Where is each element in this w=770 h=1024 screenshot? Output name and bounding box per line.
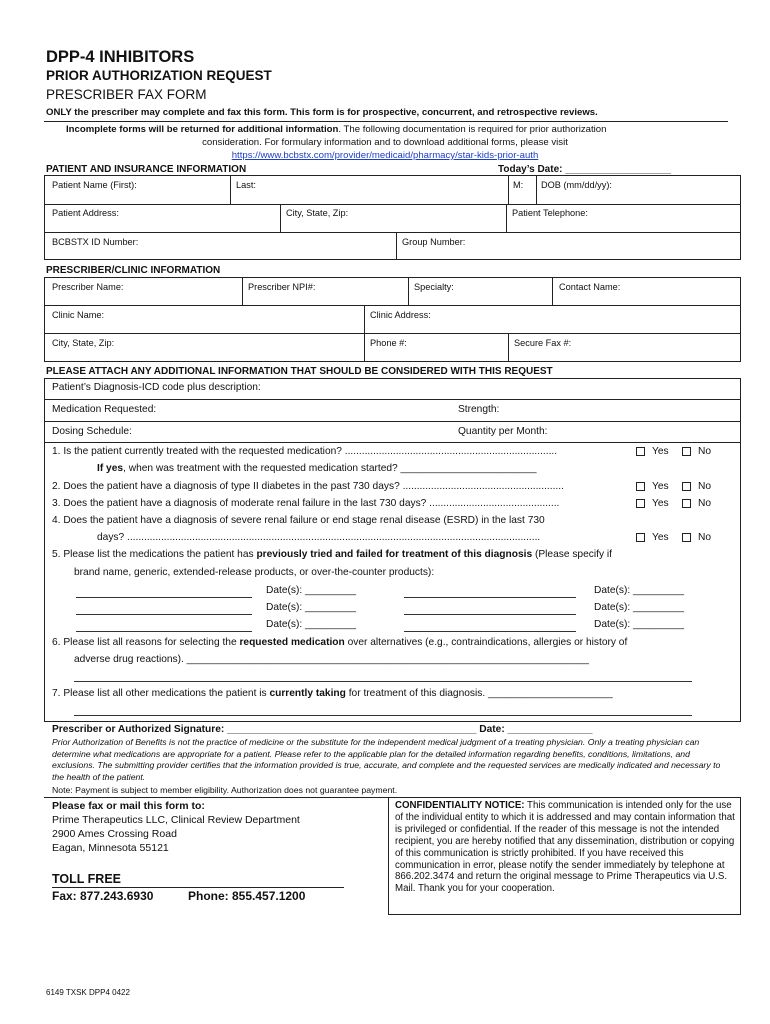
- question-4: 4. Does the patient have a diagnosis of severe renal failure or end stage renal disease (ESRD) in the last 730: [52, 515, 545, 526]
- secure-fax-field[interactable]: Secure Fax #:: [514, 338, 572, 348]
- q1-yes-checkbox[interactable]: [636, 447, 645, 456]
- prescriber-name-field[interactable]: Prescriber Name:: [52, 282, 124, 292]
- form-code: 6149 TXSK DPP4 0422: [46, 988, 130, 997]
- patient-section-heading: PATIENT AND INSURANCE INFORMATION: [46, 164, 247, 175]
- med-tried-dates[interactable]: Date(s): _________: [594, 602, 685, 613]
- q4-no-label: No: [698, 532, 712, 543]
- question-1-if-yes[interactable]: If yes, when was treatment with the requested medication started? ________________________: [97, 463, 537, 474]
- diagnosis-field[interactable]: Patient’s Diagnosis-ICD code plus description:: [52, 382, 261, 393]
- form-title: DPP-4 INHIBITORS: [46, 48, 195, 66]
- todays-date[interactable]: Today’s Date: ___________________: [498, 164, 671, 175]
- question-5: 5. Please list the medications the patient has previously tried and failed for treatment of this diagnosis (Please specify if: [52, 549, 612, 560]
- company-name: Prime Therapeutics LLC, Clinical Review Department: [52, 814, 300, 826]
- question-3: 3. Does the patient have a diagnosis of moderate renal failure in the last 730 days? ..............................................: [52, 498, 560, 509]
- q6-answer-line[interactable]: [74, 681, 692, 682]
- med-tried-line[interactable]: [404, 631, 576, 632]
- med-tried-line[interactable]: [76, 631, 252, 632]
- med-tried-dates[interactable]: Date(s): _________: [266, 585, 357, 596]
- med-tried-dates[interactable]: Date(s): _________: [266, 602, 357, 613]
- notice-line: ONLY the prescriber may complete and fax this form. This form is for prospective, concurrent, and retrospective reviews.: [46, 107, 598, 118]
- prescriber-section-heading: PRESCRIBER/CLINIC INFORMATION: [46, 265, 221, 276]
- additional-info-heading: PLEASE ATTACH ANY ADDITIONAL INFORMATION THAT SHOULD BE CONSIDERED WITH THIS REQUEST: [46, 366, 553, 377]
- question-6: 6. Please list all reasons for selecting the requested medication over alternatives (e.g., contraindications, allergies or history of: [52, 637, 628, 648]
- q2-no-label: No: [698, 481, 712, 492]
- q2-yes-label: Yes: [652, 481, 669, 492]
- strength-field[interactable]: Strength:: [458, 404, 500, 415]
- patient-address-field[interactable]: Patient Address:: [52, 208, 119, 218]
- signature-line[interactable]: Prescriber or Authorized Signature: ____________________________________________ Date: _______________: [52, 724, 593, 735]
- q1-no-checkbox[interactable]: [682, 447, 691, 456]
- website-link[interactable]: https://www.bcbstx.com/provider/medicaid/pharmacy/star-kids-prior-auth: [231, 150, 539, 161]
- med-tried-line[interactable]: [404, 597, 576, 598]
- clinic-address-field[interactable]: Clinic Address:: [370, 310, 431, 320]
- question-1: 1. Is the patient currently treated with the requested medication? ...........................................................................: [52, 446, 558, 457]
- fax-number: Fax: 877.243.6930: [52, 889, 154, 903]
- question-2: 2. Does the patient have a diagnosis of type II diabetes in the past 730 days? .........................................................: [52, 481, 564, 492]
- patient-mi-field[interactable]: M:: [513, 180, 524, 190]
- patient-info-table: [44, 175, 741, 260]
- question-6-continued[interactable]: adverse drug reactions). _______________________________________________________________________: [74, 654, 589, 665]
- fax-mail-heading: Please fax or mail this form to:: [52, 800, 205, 812]
- header-divider: [44, 121, 728, 122]
- q4-yes-label: Yes: [652, 532, 669, 543]
- contact-name-field[interactable]: Contact Name:: [559, 282, 621, 292]
- question-7: 7. Please list all other medications the patient is currently taking for treatment of this diagnosis. ______________________: [52, 688, 613, 699]
- patient-last-name-field[interactable]: Last:: [236, 180, 256, 190]
- patient-dob-field[interactable]: DOB (mm/dd/yy):: [541, 180, 612, 190]
- patient-first-name-field[interactable]: Patient Name (First):: [52, 180, 137, 190]
- q3-yes-checkbox[interactable]: [636, 499, 645, 508]
- patient-city-field[interactable]: City, State, Zip:: [286, 208, 349, 218]
- q4-no-checkbox[interactable]: [682, 533, 691, 542]
- toll-free-underline: [52, 887, 344, 888]
- q3-yes-label: Yes: [652, 498, 669, 509]
- bcbstx-id-field[interactable]: BCBSTX ID Number:: [52, 237, 139, 247]
- question-4-continued: days? ..................................................................................................................................................: [97, 532, 541, 543]
- phone-number: Phone: 855.457.1200: [188, 889, 306, 903]
- payment-note: Note: Payment is subject to member eligibility. Authorization does not guarantee payment.: [52, 785, 398, 795]
- toll-free-heading: TOLL FREE: [52, 872, 121, 886]
- q3-no-checkbox[interactable]: [682, 499, 691, 508]
- quantity-per-month-field[interactable]: Quantity per Month:: [458, 426, 548, 437]
- website-line: [0, 150, 770, 161]
- q4-yes-checkbox[interactable]: [636, 533, 645, 542]
- confidentiality-notice: CONFIDENTIALITY NOTICE: This communication is intended only for the use of the individual entity to which it is addressed and may contain information that is privileged or confidential. If the reader of this message is not the intended recipient, you are hereby notified that any dissemination, distribution or copying of this communication is strictly prohibited. If you have received this communication in error, please notify the sender immediately by telephone at 866.202.3474 and return the original message to Prime Therapeutics via U.S. Mail. Thank you for your cooperation.: [395, 800, 735, 895]
- q7-answer-line[interactable]: [74, 715, 692, 716]
- med-tried-dates[interactable]: Date(s): _________: [594, 585, 685, 596]
- clinic-city-field[interactable]: City, State, Zip:: [52, 338, 115, 348]
- q3-no-label: No: [698, 498, 712, 509]
- disclaimer-text: Prior Authorization of Benefits is not the practice of medicine or the substitute for the independent medical judgment of a treating physician. Only a treating physician can determine what medications are appropriate for a patient. Please refer to the applicable plan for the detailed information regarding benefits, conditions, limitations, and exclusions. The submitting provider certifies that the information provided is true, accurate, and complete and the requested services are medically indicated and necessary to the health of the patient.: [52, 737, 721, 783]
- clinic-phone-field[interactable]: Phone #:: [370, 338, 407, 348]
- med-tried-line[interactable]: [76, 614, 252, 615]
- incomplete-notice: Incomplete forms will be returned for additional information. The following documentation is required for prior authorization: [66, 124, 607, 135]
- group-number-field[interactable]: Group Number:: [402, 237, 466, 247]
- clinic-name-field[interactable]: Clinic Name:: [52, 310, 105, 320]
- dosing-schedule-field[interactable]: Dosing Schedule:: [52, 426, 132, 437]
- consideration-text: consideration. For formulary information and to download additional forms, please visit: [202, 137, 568, 148]
- question-5-continued: brand name, generic, extended-release products, or over-the-counter products):: [74, 567, 435, 578]
- specialty-field[interactable]: Specialty:: [414, 282, 454, 292]
- company-city: Eagan, Minnesota 55121: [52, 842, 169, 854]
- patient-telephone-field[interactable]: Patient Telephone:: [512, 208, 588, 218]
- company-street: 2900 Ames Crossing Road: [52, 828, 177, 840]
- med-tried-line[interactable]: [404, 614, 576, 615]
- med-tried-line[interactable]: [76, 597, 252, 598]
- q1-no-label: No: [698, 446, 712, 457]
- q2-no-checkbox[interactable]: [682, 482, 691, 491]
- form-name: PRESCRIBER FAX FORM: [46, 87, 207, 102]
- medication-requested-field[interactable]: Medication Requested:: [52, 404, 157, 415]
- med-tried-dates[interactable]: Date(s): _________: [266, 619, 357, 630]
- med-tried-dates[interactable]: Date(s): _________: [594, 619, 685, 630]
- form-subtitle: PRIOR AUTHORIZATION REQUEST: [46, 68, 272, 83]
- prescriber-npi-field[interactable]: Prescriber NPI#:: [248, 282, 316, 292]
- q1-yes-label: Yes: [652, 446, 669, 457]
- q2-yes-checkbox[interactable]: [636, 482, 645, 491]
